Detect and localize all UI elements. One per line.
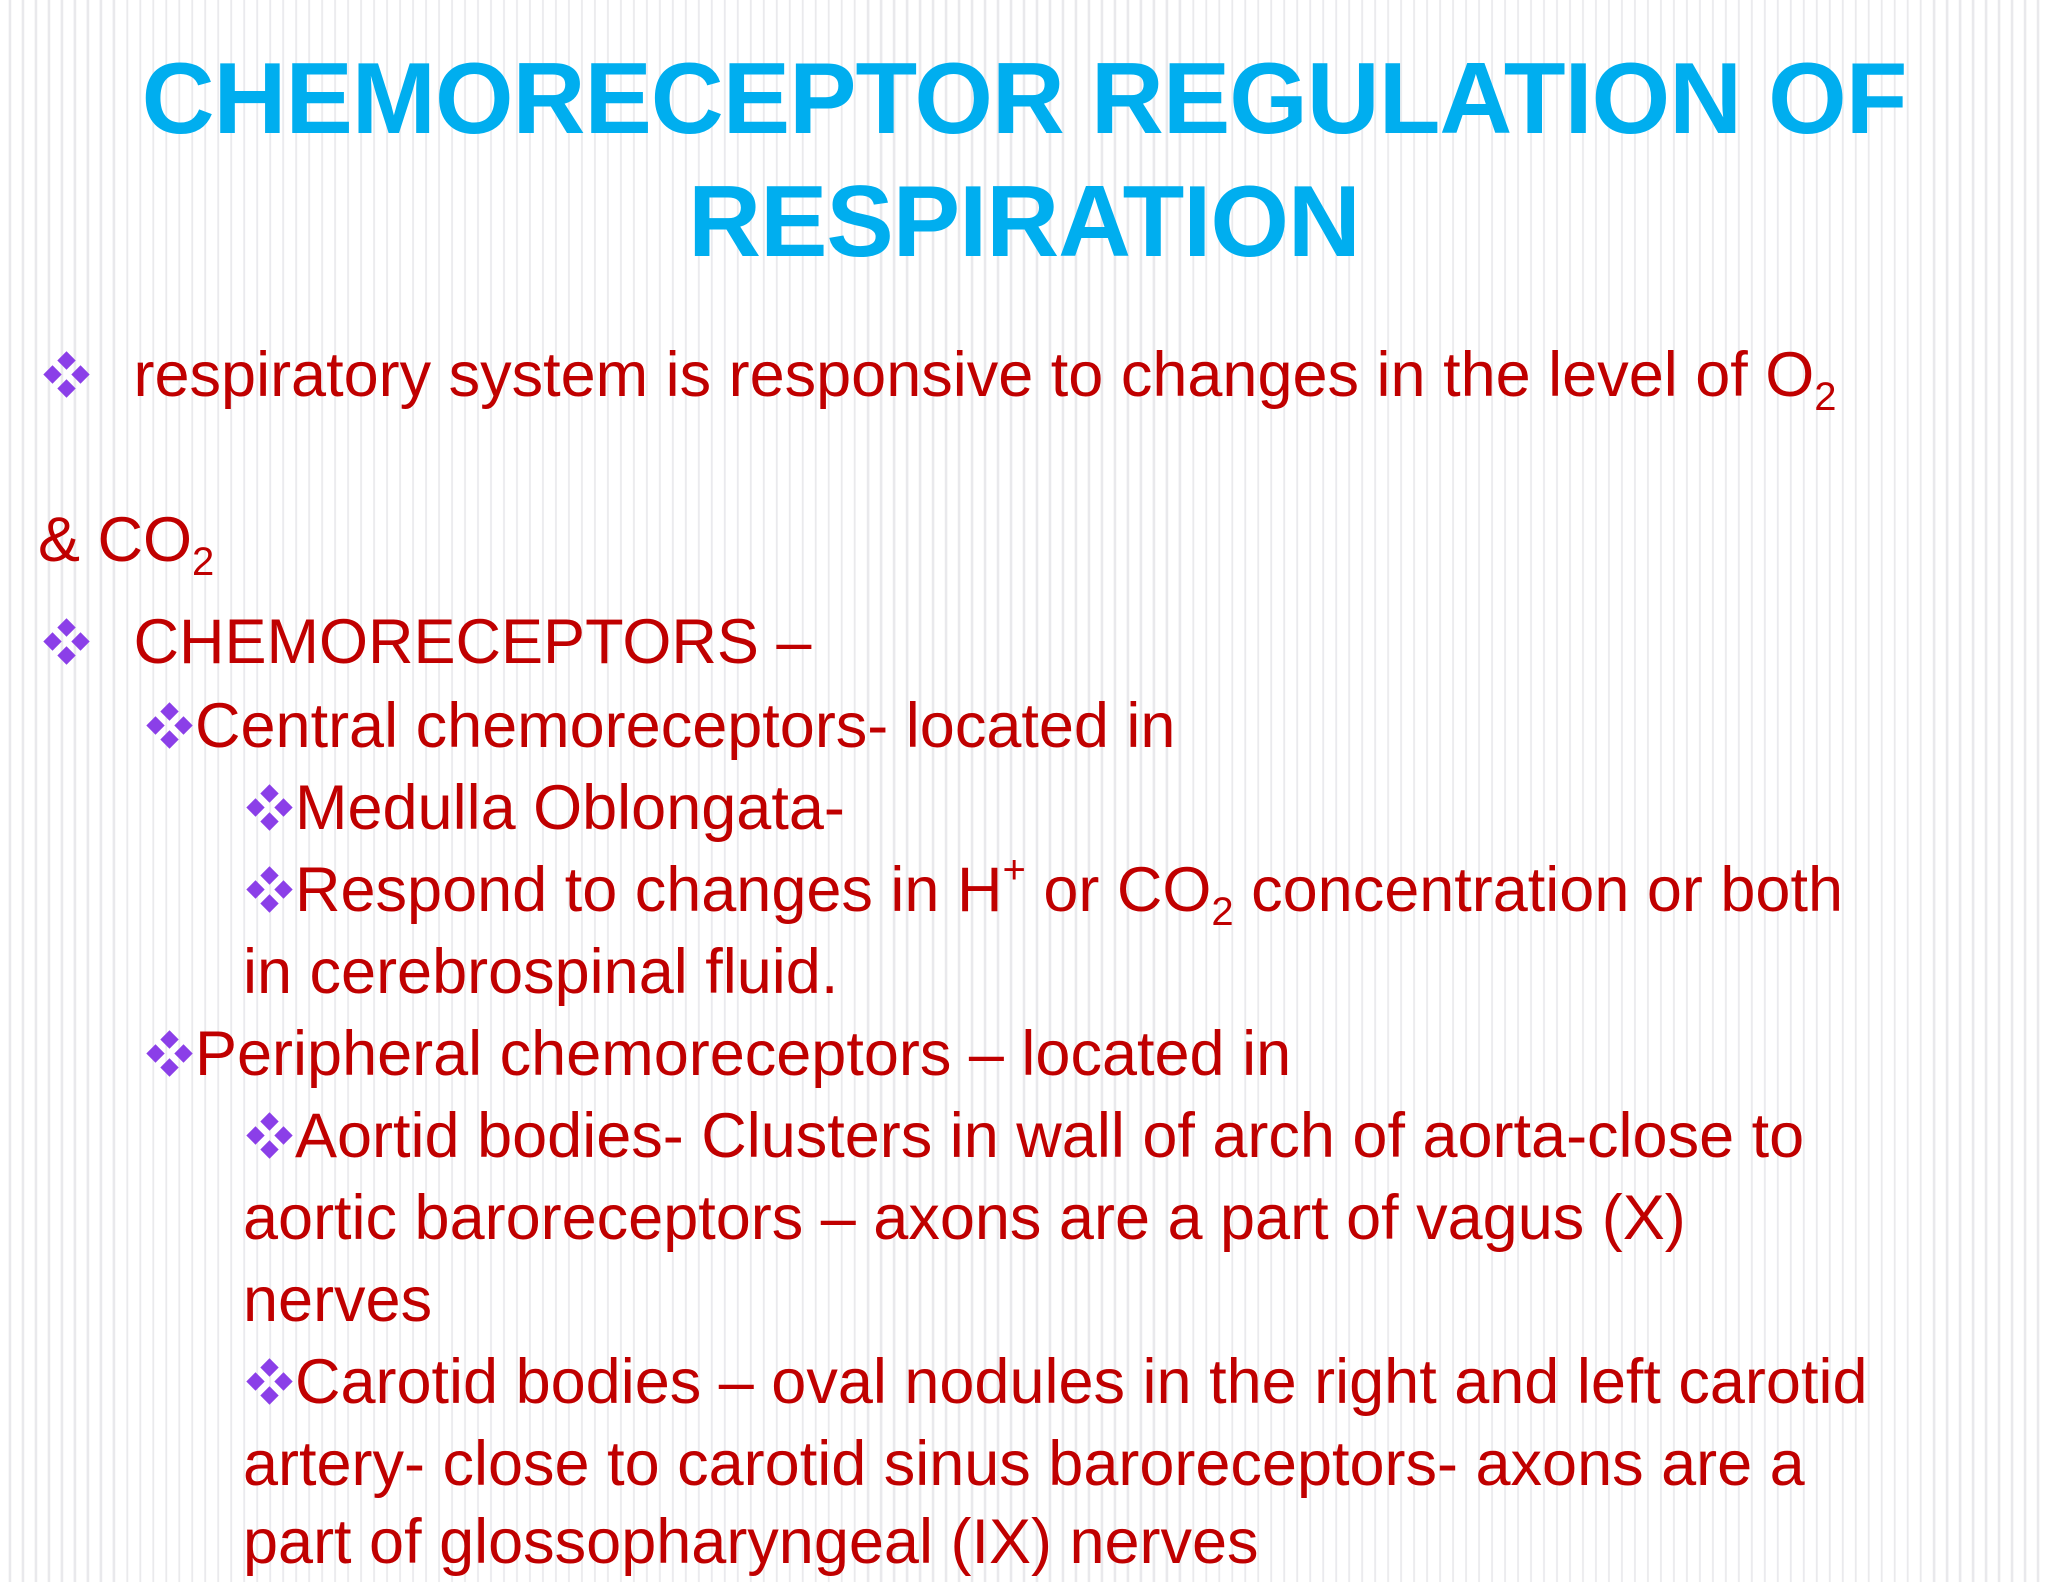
bullet-central-chemoreceptors bbox=[145, 686, 1175, 766]
slide-title-line-1: CHEMORECEPTOR REGULATION OF bbox=[141, 43, 1907, 155]
bullet-chemoreceptors bbox=[42, 602, 811, 682]
bullet-aortid-bodies-line-2 bbox=[243, 1178, 1686, 1258]
bullet-aortid-bodies bbox=[245, 1096, 1804, 1176]
diamond-bullet-icon bbox=[245, 1357, 295, 1407]
diamond-bullet-icon bbox=[42, 617, 92, 667]
bullet-respond-to-changes bbox=[245, 848, 1843, 934]
bullet-text: Aortid bodies- Clusters in wall of arch of aorta-close to bbox=[295, 1101, 1805, 1171]
bullet-respiratory-system bbox=[42, 335, 1837, 419]
bullet-text: & CO bbox=[38, 505, 193, 575]
bullet-text: in cerebrospinal fluid. bbox=[243, 937, 839, 1007]
subscript: 2 bbox=[1814, 375, 1837, 419]
slide-title bbox=[0, 38, 2048, 284]
bullet-text: respiratory system is responsive to changes in the level of O bbox=[133, 340, 1815, 410]
bullet-carotid-bodies-line-3 bbox=[243, 1502, 1259, 1582]
diamond-bullet-icon bbox=[42, 350, 92, 400]
diamond-bullet-icon bbox=[245, 865, 295, 915]
bullet-respond-to-changes-continued bbox=[243, 932, 838, 1012]
bullet-text: Peripheral chemoreceptors – located in bbox=[195, 1019, 1292, 1089]
superscript: + bbox=[1002, 848, 1026, 892]
bullet-text: CHEMORECEPTORS – bbox=[133, 607, 812, 677]
bullet-aortid-bodies-line-3 bbox=[243, 1260, 432, 1340]
bullet-text: concentration or both bbox=[1233, 855, 1843, 925]
bullet-text: Respond to changes in H bbox=[295, 855, 1003, 925]
bullet-carotid-bodies-line-2 bbox=[243, 1424, 1805, 1504]
slide-title-line-2: RESPIRATION bbox=[688, 166, 1360, 278]
bullet-text: nerves bbox=[243, 1265, 433, 1335]
bullet-text: aortic baroreceptors – axons are a part of vagus (X) bbox=[243, 1183, 1686, 1253]
bullet-text: Carotid bodies – oval nodules in the right and left carotid bbox=[295, 1347, 1868, 1417]
bullet-text: part of glossopharyngeal (IX) nerves bbox=[243, 1507, 1259, 1577]
bullet-text: Central chemoreceptors- located in bbox=[195, 691, 1176, 761]
bullet-peripheral-chemoreceptors bbox=[145, 1014, 1291, 1094]
bullet-medulla-oblongata bbox=[245, 768, 845, 848]
bullet-carotid-bodies bbox=[245, 1342, 1867, 1422]
diamond-bullet-icon bbox=[245, 1111, 295, 1161]
diamond-bullet-icon bbox=[145, 701, 195, 751]
subscript: 2 bbox=[192, 540, 215, 584]
diamond-bullet-icon bbox=[245, 783, 295, 833]
bullet-text: Medulla Oblongata- bbox=[295, 773, 845, 843]
bullet-respiratory-system-continued bbox=[38, 500, 215, 584]
subscript: 2 bbox=[1211, 890, 1234, 934]
bullet-text: artery- close to carotid sinus baroreceptors- axons are a bbox=[243, 1429, 1805, 1499]
diamond-bullet-icon bbox=[145, 1029, 195, 1079]
bullet-text: or CO bbox=[1025, 855, 1212, 925]
